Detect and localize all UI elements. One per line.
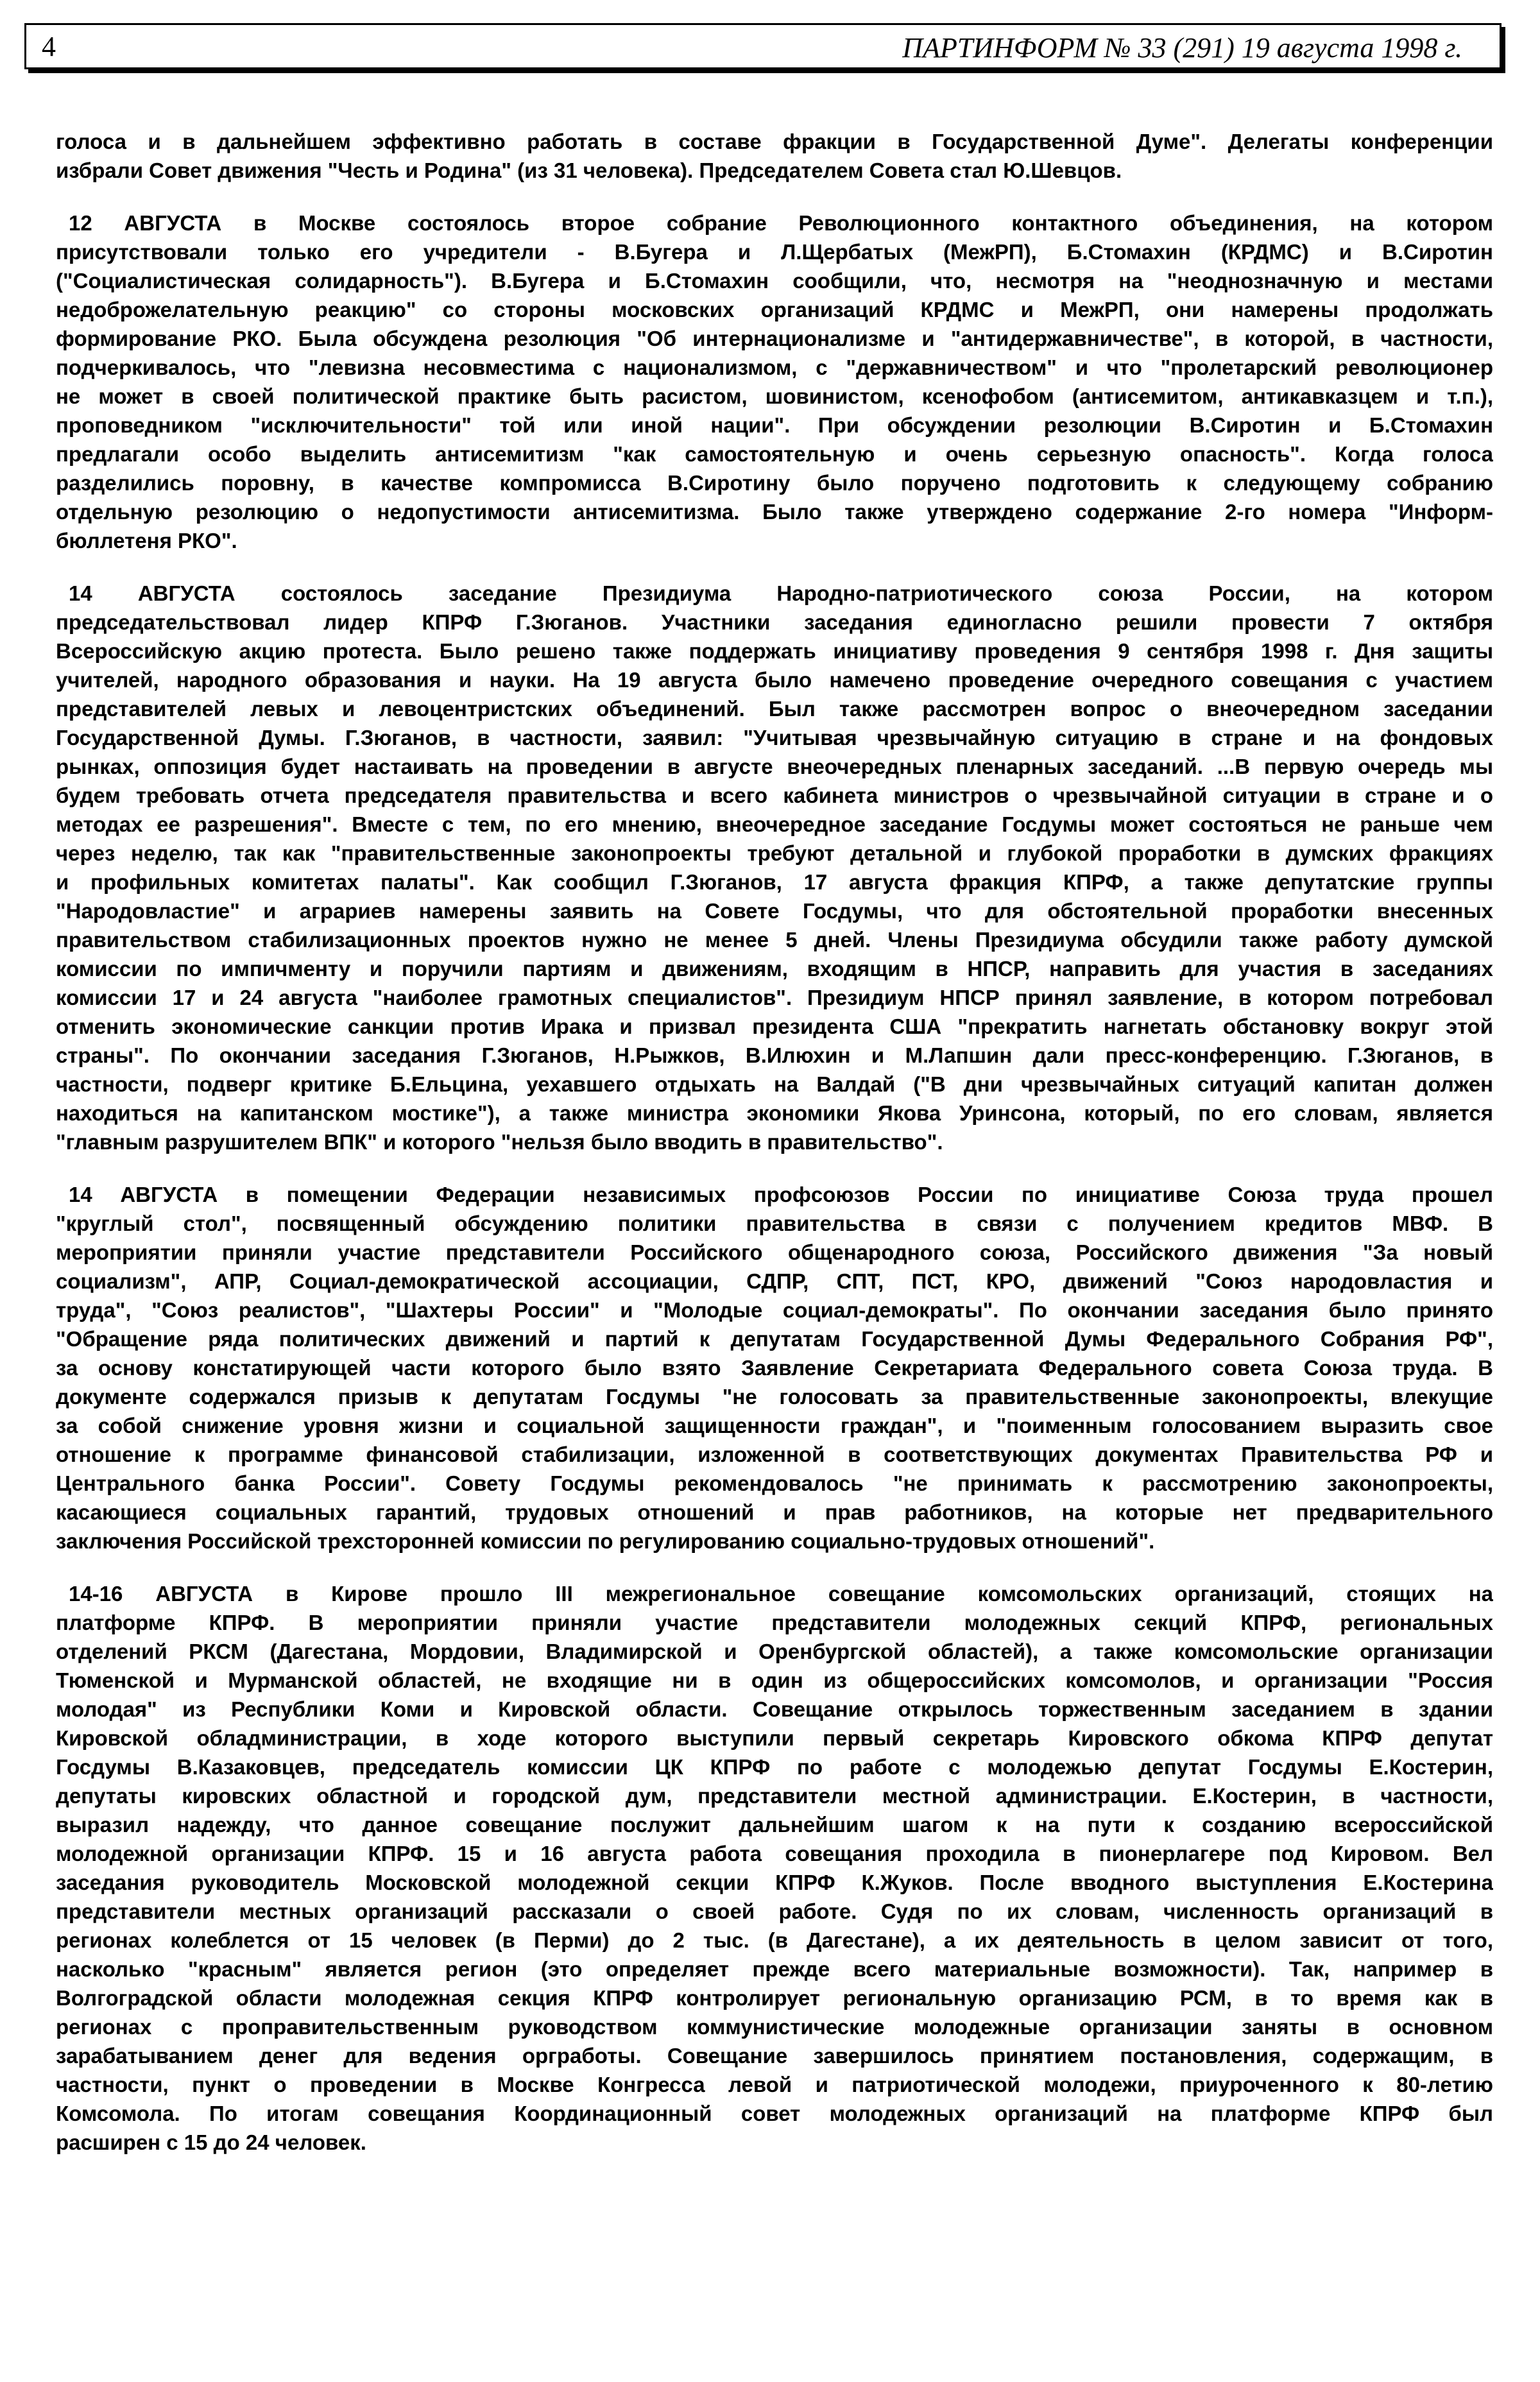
text-line: "Народовластие" и аграриев намерены заявить на Совете Госдумы, что для обстоятельной проработки внесенных xyxy=(56,899,1493,923)
text-line: через неделю, так как "правительственные законопроекты требуют детальной и глубокой проработки в думских фракциях xyxy=(56,841,1493,865)
text-line: ("Социалистическая солидарность"). В.Бугера и Б.Стомахин сообщили, что, несмотря на "неоднозначную и местами xyxy=(56,269,1493,293)
text-line: за основу констатирующей части которого было взято Заявление Секретариата Федерального совета Союза труда. В xyxy=(56,1356,1493,1380)
text-line: Всероссийскую акцию протеста. Было решено также поддержать инициативу проведения 9 сентября 1998 г. Дня защиты xyxy=(56,639,1493,663)
text-line: и профильных комитетах палаты". Как сообщил Г.Зюганов, 17 августа фракция КПРФ, а также депутатские группы xyxy=(56,870,1493,894)
text-line: документе содержался призыв к депутатам Госдумы "не голосовать за правительственные законопроекты, влекущие xyxy=(56,1385,1493,1409)
text-line: рынках, оппозиция будет настаивать на проведении в августе внеочередных пленарных заседаний. ...В первую очередь мы xyxy=(56,755,1493,778)
text-line: Центрального банка России". Совету Госдумы рекомендовалось "не принимать к рассмотрению законопроекты, xyxy=(56,1471,1493,1495)
text-line: "главным разрушителем ВПК" и которого "нельзя было вводить в правительство". xyxy=(56,1130,943,1154)
text-line: регионах колеблется от 15 человек (в Перми) до 2 тыс. (в Дагестане), а их деятельность в целом зависит от того, xyxy=(56,1928,1493,1952)
text-line: заседания руководитель Московской молодежной секции КПРФ К.Жуков. После вводного выступления Е.Костерина xyxy=(56,1871,1493,1894)
paragraph-14-august-npsr xyxy=(56,579,1493,1156)
text-line: заключения Российской трехсторонней комиссии по регулированию социально-трудовых отношений". xyxy=(56,1529,1155,1553)
text-line: председательствовал лидер КПРФ Г.Зюганов. Участники заседания единогласно решили провести 7 октября xyxy=(56,610,1493,634)
text-line: "круглый стол", посвященный обсуждению политики правительства в связи с получением кредитов МВФ. В xyxy=(56,1212,1493,1235)
text-line: формирование РКО. Была обсуждена резолюция "Об интернационализме и "антидержавничестве", в которой, в частности, xyxy=(56,327,1493,350)
text-line: Волгоградской области молодежная секция КПРФ контролирует региональную организацию РСМ, в то время как в xyxy=(56,1986,1493,2010)
text-line: расширен с 15 до 24 человек. xyxy=(56,2130,366,2154)
text-line: учителей, народного образования и науки. На 19 августа было намечено проведение очередного совещания с участием xyxy=(56,668,1493,692)
text-line: социализм", АПР, Социал-демократической ассоциации, СДПР, СПТ, ПСТ, КРО, движений "Союз народовластия и xyxy=(56,1269,1493,1293)
text-line: депутаты кировских областной и городской дум, представители местной администрации. Е.Костерин, в частности, xyxy=(56,1784,1493,1808)
text-line: отдельную резолюцию о недопустимости антисемитизма. Было также утверждено содержание 2-го номера "Информ- xyxy=(56,500,1493,524)
text-line: предлагали особо выделить антисемитизм "как самостоятельную и очень серьезную опасность". Когда голоса xyxy=(56,442,1493,466)
text-line: частности, пункт о проведении в Москве Конгресса левой и патриотической молодежи, приуроченного к 80-летию xyxy=(56,2073,1493,2096)
text-line: зарабатыванием денег для ведения оргработы. Совещание завершилось принятием постановления, содержащим, в xyxy=(56,2044,1493,2068)
text-line: "Обращение ряда политических движений и партий к депутатам Государственной Думы Федерального Собрания РФ", xyxy=(56,1327,1493,1351)
text-line: присутствовали только его учредители - В.Бугера и Л.Щербатых (МежРП), Б.Стомахин (КРДМС) и В.Сиротин xyxy=(56,240,1493,264)
text-line: 14 АВГУСТА состоялось заседание Президиума Народно-патриотического союза России, на котором xyxy=(69,581,1493,605)
text-line: отделений РКСМ (Дагестана, Мордовии, Владимирской и Оренбургской областей), а также комсомольские организации xyxy=(56,1640,1493,1663)
text-line: труда", "Союз реалистов", "Шахтеры России" и "Молодые социал-демократы". По окончании заседания было принято xyxy=(56,1298,1493,1322)
text-line: разделились поровну, в качестве компромисса В.Сиротину было поручено подготовить к следующему собранию xyxy=(56,471,1493,495)
text-line: методах ее разрешения". Вместе с тем, по его мнению, внеочередное заседание Госдумы может состояться не раньше чем xyxy=(56,812,1493,836)
text-line: отменить экономические санкции против Ирака и призвал президента США "прекратить нагнетать обстановку вокруг этой xyxy=(56,1015,1493,1038)
page-header xyxy=(24,23,1502,69)
paragraph-14-16-august-kirov xyxy=(56,1579,1493,2157)
text-line: подчеркивалось, что "левизна несовместима с национализмом, с "державничеством" и что "пролетарский революционер xyxy=(56,356,1493,379)
text-line: Комсомола. По итогам совещания Координационный совет молодежных организаций на платформе КПРФ был xyxy=(56,2102,1493,2125)
text-line: страны". По окончании заседания Г.Зюганов, Н.Рыжков, В.Илюхин и М.Лапшин дали пресс-конференцию. Г.Зюганов, в xyxy=(56,1043,1493,1067)
text-line: проповедником "исключительности" той или иной нации". При обсуждении резолюции В.Сиротин и Б.Стомахин xyxy=(56,413,1493,437)
text-line: молодежной организации КПРФ. 15 и 16 августа работа совещания проходила в пионерлагере под Кировом. Вел xyxy=(56,1842,1493,1865)
text-line: частности, подверг критике Б.Ельцина, уехавшего отдыхать на Валдай ("В дни чрезвычайных ситуаций капитан должен xyxy=(56,1072,1493,1096)
text-line: отношение к программе финансовой стабилизации, изложенной в соответствующих документах Правительства РФ и xyxy=(56,1443,1493,1466)
text-line: недоброжелательную реакцию" со стороны московских организаций КРДМС и МежРП, они намерены продолжать xyxy=(56,298,1493,321)
text-line: 14-16 АВГУСТА в Кирове прошло III межрегиональное совещание комсомольских организаций, стоящих на xyxy=(69,1582,1493,1606)
text-line: бюллетеня РКО". xyxy=(56,529,237,553)
text-line: голоса и в дальнейшем эффективно работать в составе фракции в Государственной Думе". Делегаты конференции xyxy=(56,130,1493,153)
text-line: Тюменской и Мурманской областей, не входящие ни в один из общероссийских комсомолов, и организации "Россия xyxy=(56,1668,1493,1692)
text-line: избрали Совет движения "Честь и Родина" (из 31 человека). Председателем Совета стал Ю.Шевцов. xyxy=(56,159,1122,182)
text-line: комиссии 17 и 24 августа "наиболее грамотных специалистов". Президиум НПСР принял заявление, в котором потребовал xyxy=(56,986,1493,1009)
text-line: будем требовать отчета председателя правительства и всего кабинета министров о чрезвычайной ситуации в стране и о xyxy=(56,784,1493,807)
text-line: находиться на капитанском мостике"), а также министра экономики Якова Уринсона, который, по его словам, является xyxy=(56,1101,1493,1125)
text-line: Кировской обладминистрации, в ходе которого выступили первый секретарь Кировского обкома КПРФ депутат xyxy=(56,1726,1493,1750)
text-line: регионах с проправительственным руководством коммунистические молодежные организации заняты в основном xyxy=(56,2015,1493,2039)
text-line: мероприятии приняли участие представители Российского общенародного союза, Российского движения "За новый xyxy=(56,1240,1493,1264)
text-line: правительством стабилизационных проектов нужно не менее 5 дней. Члены Президиума обсудили также работу думской xyxy=(56,928,1493,952)
text-line: Государственной Думы. Г.Зюганов, в частности, заявил: "Учитывая чрезвычайную ситуацию в стране и на фондовых xyxy=(56,726,1493,750)
text-line: молодая" из Республики Коми и Кировской области. Совещание открылось торжественным заседанием в здании xyxy=(56,1697,1493,1721)
text-line: за собой снижение уровня жизни и социальной защищенности граждан", и "поименным голосованием выразить свое xyxy=(56,1414,1493,1437)
text-line: 12 АВГУСТА в Москве состоялось второе собрание Революционного контактного объединения, на котором xyxy=(69,211,1493,235)
page-number: 4 xyxy=(42,31,56,62)
text-line: представителей левых и левоцентристских объединений. Был также рассмотрен вопрос о внеочередном заседании xyxy=(56,697,1493,721)
text-line: касающиеся социальных гарантий, трудовых отношений и прав работников, на которые нет предварительного xyxy=(56,1500,1493,1524)
article-body xyxy=(56,127,1493,2181)
text-line: выразил надежду, что данное совещание послужит дальнейшим шагом к на пути к созданию всероссийской xyxy=(56,1813,1493,1837)
text-line: Госдумы В.Казаковцев, председатель комиссии ЦК КПРФ по работе с молодежью депутат Госдумы Е.Костерин, xyxy=(56,1755,1493,1779)
text-line: 14 АВГУСТА в помещении Федерации независимых профсоюзов России по инициативе Союза труда прошел xyxy=(69,1183,1493,1206)
paragraph-12-august xyxy=(56,209,1493,555)
text-line: представители местных организаций рассказали о своей работе. Судя по их словам, численность организаций в xyxy=(56,1899,1493,1923)
text-line: насколько "красным" является регион (это определяет прежде всего материальные возможности). Так, например в xyxy=(56,1957,1493,1981)
paragraph-14-august-round-table xyxy=(56,1180,1493,1555)
paragraph-continuation xyxy=(56,127,1493,185)
issue-title: ПАРТИНФОРМ № 33 (291) 19 августа 1998 г. xyxy=(902,32,1462,64)
text-line: комиссии по импичменту и поручили партиям и движениям, входящим в НПСР, направить для участия в заседаниях xyxy=(56,957,1493,981)
text-line: платформе КПРФ. В мероприятии приняли участие представители молодежных секций КПРФ, региональных xyxy=(56,1611,1493,1634)
text-line: не может в своей политической практике быть расистом, шовинистом, ксенофобом (антисемитом, антикавказцем и т.п.), xyxy=(56,384,1493,408)
